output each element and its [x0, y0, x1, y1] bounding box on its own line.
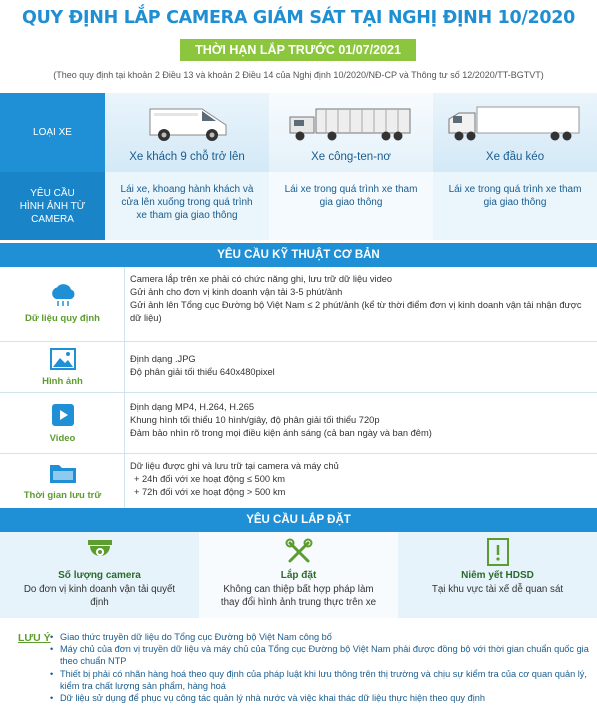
- vehicle-column-container: [269, 93, 433, 240]
- tech-row-label: Video: [49, 433, 76, 444]
- tech-line: Dữ liệu được ghi và lưu trữ tại camera và máy chủ: [130, 461, 339, 471]
- legal-note: (Theo quy định tại khoản 2 Điều 13 và khoản 2 Điều 14 của Nghị định 10/2020/NĐ-CP và Thông tư số 12/2020/TT-BGTVT): [53, 70, 544, 80]
- tech-row-label: Hình ảnh: [42, 376, 83, 387]
- install-item-text: Không can thiệp bất hợp pháp làm thay đổi hình ảnh trung thực trên xe: [220, 584, 377, 608]
- tech-row-video: [0, 393, 597, 453]
- vehicle-requirement: Lái xe, khoang hành khách và cửa lên xuống trong quá trình xe tham gia giao thông: [120, 184, 254, 221]
- install-item-text: Tại khu vực tài xế dễ quan sát: [431, 584, 564, 595]
- tech-line: Khung hình tối thiểu 10 hình/giây, độ phân giải tối thiểu 720p: [130, 415, 380, 425]
- vehicle-column-tractor: [433, 93, 597, 240]
- install-item-title: Lắp đặt: [280, 570, 317, 581]
- notes-label: LƯU Ý: [18, 632, 51, 644]
- install-item-manual: [398, 532, 597, 618]
- tech-line: Đảm bảo nhìn rõ trong mọi điều kiện ánh sáng (cả ban ngày và ban đêm): [130, 428, 432, 438]
- vehicle-column-van: [105, 93, 269, 240]
- tech-line: Định dạng MP4, H.264, H.265: [130, 402, 255, 412]
- tech-row-storage: [0, 454, 597, 510]
- tech-row-label: Dữ liệu quy định: [25, 313, 100, 324]
- container-truck-icon: [286, 103, 416, 143]
- install-section-title: YÊU CẦU LẮP ĐẶT: [0, 508, 597, 532]
- tech-row-image: [0, 342, 597, 392]
- install-item-camera-count: [0, 532, 199, 618]
- tech-line: Gửi ảnh lên Tổng cục Đường bộ Việt Nam ≤ 2 phút/ảnh (kể từ thời điểm đơn vị kinh doanh vận tải nhận được dữ liệu): [130, 300, 582, 323]
- tech-row-label: Thời gian lưu trữ: [23, 490, 102, 501]
- camera-dome-icon: [85, 538, 115, 566]
- note-item: • Giao thức truyền dữ liệu do Tổng cục Đường bộ Việt Nam công bố: [50, 631, 590, 643]
- install-requirements: [0, 532, 597, 618]
- vehicle-requirement: Lái xe trong quá trình xe tham gia giao thông: [448, 184, 582, 208]
- tech-line: + 72h đối với xe hoạt động > 500 km: [134, 487, 286, 497]
- tech-line: Độ phân giải tối thiểu 640x480pixel: [130, 367, 275, 377]
- tech-section-title: YÊU CẦU KỸ THUẬT CƠ BẢN: [0, 243, 597, 267]
- manual-icon: [487, 538, 509, 566]
- vehicle-name: Xe đầu kéo: [485, 151, 545, 163]
- vehicle-type-label: LOẠI XE: [0, 93, 105, 172]
- folder-icon: [49, 462, 77, 484]
- vehicle-requirement: Lái xe trong quá trình xe tham gia giao thông: [284, 184, 418, 208]
- tech-line: Định dạng .JPG: [130, 354, 196, 364]
- vehicle-table: [0, 93, 597, 240]
- install-item-mounting: [199, 532, 398, 618]
- tech-line: Camera lắp trên xe phải có chức năng ghi, lưu trữ dữ liệu video: [130, 274, 393, 284]
- note-item: • Thiết bị phải có nhãn hàng hoá theo quy định của pháp luật khi lưu thông trên thị trường và chịu sự kiểm tra của cơ quan quản lý, kiểm tra chất lượng sản phẩm, hàng hoá: [50, 668, 590, 692]
- install-item-title: Số lượng camera: [58, 570, 141, 581]
- van-icon: [142, 103, 232, 143]
- video-icon: [51, 403, 75, 427]
- notes-list: [50, 631, 590, 704]
- image-icon: [50, 348, 76, 370]
- tech-line: + 24h đối với xe hoạt động ≤ 500 km: [134, 474, 286, 484]
- install-item-title: Niêm yết HDSD: [461, 570, 534, 581]
- install-item-text: Do đơn vị kinh doanh vận tải quyết định: [23, 584, 176, 608]
- tractor-trailer-icon: [445, 103, 585, 143]
- cloud-data-icon: [49, 281, 77, 307]
- tech-line: Gửi ảnh cho đơn vị kinh doanh vận tải 3-5 phút/ảnh: [130, 287, 343, 297]
- tools-icon: [285, 538, 313, 566]
- page-title: QUY ĐỊNH LẮP CAMERA GIÁM SÁT TẠI NGHỊ ĐỊNH 10/2020: [22, 8, 575, 28]
- vehicle-name: Xe công-ten-nơ: [311, 151, 391, 163]
- deadline-badge: THỜI HẠN LẮP TRƯỚC 01/07/2021: [180, 39, 416, 61]
- camera-requirement-label: YÊU CẦU HÌNH ẢNH TỪ CAMERA: [0, 172, 105, 240]
- note-item: • Dữ liệu sử dụng để phục vụ công tác quản lý nhà nước và việc khai thác dữ liệu thực hiện theo quy định: [50, 692, 590, 704]
- vehicle-name: Xe khách 9 chỗ trở lên: [129, 151, 245, 163]
- tech-row-data: [0, 267, 597, 341]
- note-item: • Máy chủ của đơn vị truyền dữ liệu và máy chủ của Tổng cục Đường bộ Việt Nam phải được đồng bộ với thời gian chuẩn quốc gia theo chuẩn NTP: [50, 643, 590, 667]
